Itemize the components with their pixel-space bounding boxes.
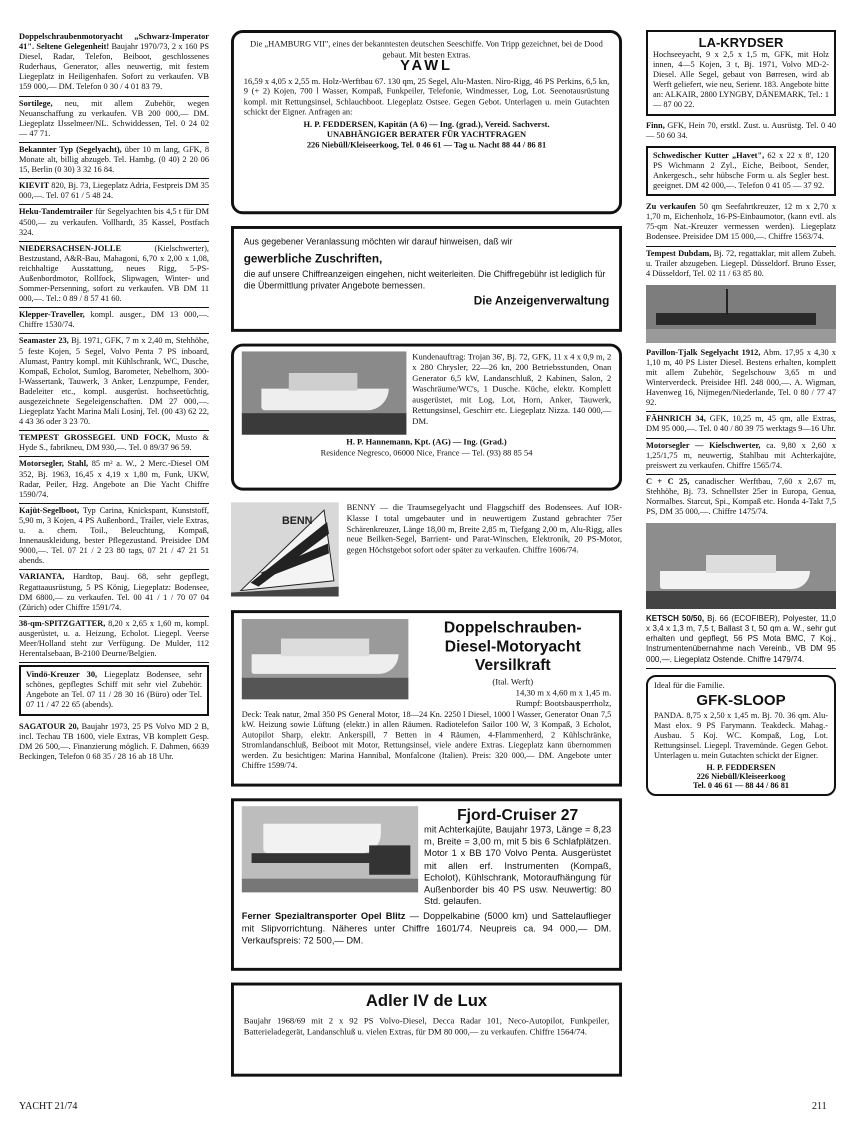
classified-ad xyxy=(19,308,209,334)
classified-ad-body: GFK, Hein 70, erstkl. Zust. u. Ausrüstg. Tel. 0 40 — 50 60 34. xyxy=(646,120,836,140)
hamburg-body: 16,59 x 4,05 x 2,55 m. Holz-Werftbau 67. 130 qm, 25 Segel, Alu-Masten. Niro-Rigg, 46 PS Perkins, 6,5 kn, 9 (+ 2) Kojen, 700 l Wasser, Kompaß, Funkpeiler, Telefonie, Windmesser, Log, Lot. Seenotausrüstung kompl. mit Rettungsinsel, Schlauchboot. Liegeplatz Ostsee. Gegen Gebot. Unterlagen u. mein Gutachten schickt der Eigner. Anfragen an: xyxy=(243,75,610,117)
classified-ad xyxy=(646,439,836,475)
notice-signature: Die Anzeigenverwaltung xyxy=(473,293,610,308)
pavillon-ad xyxy=(646,346,836,413)
havet-body: 62 x 22 x 8', 120 PS Wichmann 2 Zyl., Eiche, Beiboot, Sender, Ankergesch., sehr hübsche Form u. als Segler best. geeignet. DM 42 000,—. Telefon 0 41 05 — 37 92. xyxy=(653,150,829,191)
classified-ad xyxy=(646,412,836,438)
right-column xyxy=(646,30,836,796)
hamburg-yawl-ad xyxy=(231,30,622,214)
classified-ad-body: Liegeplatz Bodensee, sehr schönes, gepflegtes Schiff mit sehr viel Zubehör. Angebote an Tel. 07 11 / 28 30 16 (Büro) oder Tel. 07 11 / 47 22 65 (abends). xyxy=(26,670,202,710)
classified-ad-heading: Sortilege, xyxy=(19,98,53,108)
classified-ad-heading: C + C 25, xyxy=(646,476,690,486)
classified-ad xyxy=(19,97,209,143)
versilkraft-body: Deck: Teak natur, 2mal 350 PS General Motor, 18—24 Kn. 2250 l Diesel, 1000 l Wasser, Generator Onan 7,5 kW. Heizung sowie Lüftung (elektr.) in allen Räumen. Radiotelefon Sailor 100 W, 3 Kompaß, 3 Echolot, Autopilot Sharp, elektr. Ankerspill, 7 Betten in 4 Räumen, 4-Flammenherd, 2 Kühlschränke, Stromlandanschluß, Beiboot mit Motor, Rettungsinsel, viele andere Extras. Liegeplatz kann übernommen werden. Zu besichtigen: Marina Hannibal, Monfalcone (Italien). Preis: 320 000,— DM. Angebote unter Chiffre 1599/74. xyxy=(241,709,612,770)
versilkraft-subtitle: (Ital. Werft) xyxy=(492,676,534,687)
ketsch-ad xyxy=(646,612,836,668)
fjord-extra-heading: Ferner Spezialtransporter Opel Blitz xyxy=(241,911,406,923)
classified-ad-heading: Vindö-Kreuzer 30, xyxy=(26,670,98,680)
classified-ad-heading: Tempest Dubdam, xyxy=(646,248,712,258)
classified-ad xyxy=(646,119,836,144)
notice-intro: Aus gegebener Veranlassung möchten wir darauf hinweisen, daß wir xyxy=(243,236,513,247)
classified-ad-body: Musto & Hyde S., fabrikneu, DM 930,—. Tel. 0 89/37 96 59. xyxy=(19,433,210,453)
classified-ad-body: Hardtop, Bauj. 68, sehr gepflegt, Regattaausrüstung, 5 PS König, Liegeplatz: Bodensee, DM 6800,— zu verkaufen. Tel. 00 41 / 1 / 70 07 04 (Zürich) oder Chiffre 1591/74. xyxy=(19,572,210,612)
classified-ad xyxy=(19,720,209,765)
page-number: 211 xyxy=(812,1101,827,1112)
ketsch-heading: KETSCH 50/50, xyxy=(646,614,705,624)
classified-ad xyxy=(646,247,836,282)
classified-ad-body: Typ Carina, Knickspant, Kunststoff, 5,90 m, 3 Kojen, 4 PS Außenbord., Trailer, viele Extras, u. a. chem. Toil., Beleuchtung, Kompaß, Innenauskleidung, bester Pflegezustand. Preisidee DM 9000,—. Tel. 07 21 / 2 23 80 tags, 07 21 / 47 21 51 abends. xyxy=(19,505,210,566)
benny-sail-photo xyxy=(231,502,339,596)
classified-ad-heading: Finn, xyxy=(646,120,665,130)
classified-ad xyxy=(646,200,836,246)
classified-ad xyxy=(19,431,209,457)
adler-body: Baujahr 1968/69 mit 2 x 92 PS Volvo-Diesel, Decca Radar 101, Neco-Autopilot, Funkpeiler, Batterieladegerät, Landanschluß u. vielen Extras, für DM 80 000,— zu verkaufen. Chiffre 1564/74. xyxy=(243,1015,610,1037)
classified-ad-body: Baujahr 1973, 25 PS Volvo MD 2 B, incl. Techau TB 1600, viele Extras, VB komplett Gesp. DM 26 500,—. Finanzierung möglich. F. Dahmen, 6639 Beckingen, Telefon 0 68 35 / 28 16 ab 18 Uhr. xyxy=(19,721,209,761)
havet-ad xyxy=(646,146,836,196)
notice-box xyxy=(231,226,622,332)
classified-ad-body: für Segelyachten bis 4,5 t für DM 4500,— zu verkaufen. Vollhardt, 35 Kassel, Postfach 324. xyxy=(19,207,209,237)
benny-body: BENNY — die Traumsegelyacht und Flaggschiff des Bodensees. Auf IOR-Klasse I total umgebauter und in neuwertigem Zustand gebrachter 75er Schärenkreuzer, Länge 18,00 m, Breite 2,85 m, Tiefgang 2,00 m, Alu-Rigg, alles neue Beilken-Segel, Barrient- und Parat-Winschen, Elektronik, 20 PS-Motor, gegen Höchstgebot sofort oder später zu verkaufen. Chiffre 1606/74. xyxy=(346,502,623,555)
benny-sail-illustration xyxy=(231,502,339,596)
havet-heading: Schwedischer Kutter „Havet", xyxy=(653,150,765,160)
fjord-title: Fjord-Cruiser 27 xyxy=(457,807,579,824)
versilkraft-boat-photo xyxy=(242,619,409,699)
classified-ad-body: canadischer Werftbau, 7,60 x 2,67 m, Stehhöhe, Bj. 73. Schnellster 25er in Europa, Genua, Normalbes. Starcut, Spi., Kompaß etc. Honda 4-Takt 7,5 PS, DM 35 000,—. Chiffre 1475/74. xyxy=(646,476,836,517)
ketsch-body: Bj. 66 (ECOFIBER), Polyester, 11,0 x 3,4 x 1,3 m, 7,5 t, Ballast 3 t, 50 qm a. W., sehr gut erhalten und gepflegt, 56 PS Mota BMC, 7 Koj., Instrumentenübernahme nach Vereinb., VB DM 95 000,—. Liegeplatz Ostende. Chiffre 1479/74. xyxy=(646,614,836,664)
classified-ad-body: über 10 m lang, GFK, 8 Monate alt, billig abzugeb. Tel. Hambg. (0 40) 2 20 06 15, Berlin (0 30) 3 32 16 84. xyxy=(19,144,209,175)
trojan-contact-name: H. P. Hannemann, Kpt. (AG) — Ing. (Grad.) xyxy=(346,436,507,447)
classified-ad-heading: Bekannter Typ (Segelyacht), xyxy=(19,144,122,154)
classified-ad-heading: NIEDERSACHSEN-JOLLE xyxy=(19,243,122,253)
gfk-title: GFK-SLOOP xyxy=(696,691,786,709)
classified-ad xyxy=(19,457,209,503)
trojan-body: Kundenauftrag: Trojan 36', Bj. 72, GFK, 11 x 4 x 0,9 m, 2 x 280 Chrysler, 22—26 kn, 200 Betriebsstunden, Onan Generator 6,5 kW, Landanschluß, 2 Kabinen, Salon, 2 Waschräume/WC's, 1 Dusche. Küche, elektr. Komplett ausgerüstet, mit Log, Lot, Horn, Anker, Tauwerk, Rettungsinsel, Geschirr etc. Liegeplatz Nizza. 140 000,— DM. xyxy=(412,351,612,426)
fjord-extra-body: — Doppelkabine (5000 km) und Sattelauflieger mit Slipvorrichtung. Näheres unter Chiffre 1601/74. Neupreis ca. 94 000,— DM. Verkaufspreis: 72 500,— DM. xyxy=(241,911,612,947)
classified-ad-heading: SAGATOUR 20, xyxy=(19,721,79,731)
lakrydser-title: LA-KRYDSER xyxy=(698,35,784,50)
pavillon-heading: Pavillon-Tjalk Segelyacht 1912, xyxy=(646,347,761,357)
classified-ad-heading: 38-qm-SPITZGATTER, xyxy=(19,618,106,628)
gfk-contact-address: 226 Niebüll/Kleiseerkoog xyxy=(696,772,786,782)
pavillon-body: Abm. 17,95 x 4,30 x 1,10 m, 40 PS Lister Diesel. Bestens erhalten, komplett mit allem Zubehör, Segelschouw 3,65 m und Winterverdeck. Preisidee Hfl. 248 000,—. A. Wigman, Havenweg 16, Nijmegen/Niederlande, Tel. 0 80 / 77 47 92. xyxy=(646,347,836,408)
classified-ad-body: GFK, 10,25 m, 45 qm, alle Extras, DM 95 000,—. Tel. 0 40 / 80 39 75 werktags 9—16 Uhr. xyxy=(646,414,836,434)
classified-ad-heading: TEMPEST GROSSEGEL UND FOCK, xyxy=(19,433,171,443)
classified-ad-body: 50 qm Seefahrtkreuzer, 12 m x 2,70 x 1,70 m, Eichenholz, 16-PS-Einbaumotor, (kann evtl. als 75-qm Nat.-Kreuzer vermessen werden). Liegeplatz Bodensee. Preisidee DM 15 000,—. Chiffre 1563/74. xyxy=(646,202,836,242)
fjord-body-main: mit Achterkajüte, Baujahr 1973, Länge = 8,23 m, Breite = 3,00 m, mit 5 bis 6 Schlafplätzen. Motor 1 x BB 170 Volvo Penta. Ausgerüstet mit allen erf. Instrumenten (Kompaß, Echolot), Kühlschrank, Motoraufhängung für Außenborder bis 40 PS usw. Neuwertig: 80 Std. gelaufen. xyxy=(424,824,612,908)
classified-ad-body: ca. 9,80 x 2,60 x 1,25/1,75 m, neuwertig, Stahlbau mit Achterkajüte, preiswert zu verkaufen. Chiffre 1565/74. xyxy=(646,440,836,470)
trojan-boat-photo xyxy=(242,351,407,434)
classified-ad-heading: Doppelschraubenmotoryacht „Schwarz-Imperator 41". Seltene Gelegenheit! xyxy=(19,32,209,52)
benny-ad xyxy=(231,502,622,596)
fjord-cruiser-ad xyxy=(231,798,622,970)
notice-body: die auf unsere Chiffreanzeigen eingehen, nicht weiterleiten. Die Chiffregebühr ist lediglich für die Übermittlung privater Angebote bemessen. xyxy=(243,269,606,291)
gfk-sloop-ad xyxy=(646,675,836,796)
hamburg-contact-name: H. P. FEDDERSEN, Kapitän (A 6) — Ing. (grad.), Vereid. Sachverst. xyxy=(303,118,550,129)
classified-ad-body: Baujahr 1970/73, 2 x 160 PS Diesel, Radar, Telefon, Beiboot, geschlossenes Ruderhaus, Generator, alles neuwertig, mit festem Liegeplatz in Heiligenhafen. Sofort zu verkaufen. VB 159 000,— DM. Telefon 0 30 / 4 01 83 79. xyxy=(19,42,209,92)
adler-title: Adler IV de Lux xyxy=(365,991,488,1010)
magazine-issue: YACHT 21/74 xyxy=(19,1101,78,1112)
hamburg-contact-role: UNABHÄNGIGER BERATER FÜR YACHTFRAGEN xyxy=(326,128,527,139)
adler-ad xyxy=(231,983,622,1077)
classified-ad-heading: VARIANTA, xyxy=(19,572,65,582)
notice-headline: gewerbliche Zuschriften, xyxy=(243,251,383,266)
benny-sail-text: BENN xyxy=(281,514,313,527)
classified-ad xyxy=(19,570,209,616)
classified-ad-body: kompl. ausger., DM 13 000,—. Chiffre 1530/74. xyxy=(19,310,210,330)
classified-ad-heading: Seamaster 23, xyxy=(19,336,69,346)
classified-ad xyxy=(19,334,209,431)
ketsch-photo xyxy=(646,523,836,609)
middle-column xyxy=(231,30,622,1088)
classified-ad-body: neu, mit allem Zubehör, wegen Neuanschaffung zu verkaufen. VB 200 000,— DM. Liegeplatz IJsselmeer/NL. Schwiddessen, Tel. 0 24 02 — 47 71. xyxy=(19,98,209,138)
gfk-contact-phone: Tel. 0 46 61 — 88 44 / 86 81 xyxy=(692,781,790,791)
lakrydser-ad xyxy=(646,30,836,116)
classified-ad xyxy=(19,179,209,205)
lakrydser-body: Hochseeyacht, 9 x 2,5 x 1,5 m, GFK, mit Holz innen, 4—5 Kojen, 3 t, Bj. 1971, Volvo MD-2-Diesel. Alle Segel, gebaut von Børresen, wird ab Werft geliefert, wie neu, Serienr. 183. Angebote bitte an: ALKAIR, 2800 LYNGBY, DÄNEMARK, Tel.: 1 — 87 00 22. xyxy=(653,50,829,110)
hamburg-contact-address: 226 Niebüll/Kleiseerkoog, Tel. 0 46 61 — Tag u. Nacht 88 44 / 86 81 xyxy=(306,139,547,150)
trojan-ad xyxy=(231,344,622,491)
fjord-truck-photo xyxy=(242,806,418,892)
gfk-body: PANDA. 8,75 x 2,50 x 1,45 m. Bj. 70. 36 qm. Alu-Mast elox. 9 PS Farymann. Teakdeck. Mahag.-Ausbau. 5 Koj. WC. Kompaß, Log, Lot. Rettungsinsel. Liegepl. Travemünde. Gegen Gebot. Unterlagen u. mein Gutachten schickt der Eigner. xyxy=(654,710,828,761)
classified-ad-heading: KIEVIT xyxy=(19,181,50,191)
classified-ad xyxy=(19,504,209,571)
classified-ad-heading: Heku-Tandemtrailer xyxy=(19,207,93,217)
versilkraft-hull: Rumpf: Bootsbausperrholz, xyxy=(515,698,612,709)
classified-ad-heading: Klepper-Traveller, xyxy=(19,310,85,320)
classified-ad-body: 8,20 x 2,65 x 1,60 m, kompl. ausgerüstet, u. a. Heizung, Echolot. Liegepl. Veerse Meer/Holland steht zur Verfügung. De Mulder, 112 Herentalsebaan, B-2100 Deurne/Belgien. xyxy=(19,618,209,659)
gfk-contact-name: H. P. FEDDERSEN xyxy=(706,763,776,773)
versilkraft-title: Doppelschrauben- Diesel-Motoryacht Versilkraft xyxy=(443,619,582,674)
classified-ad xyxy=(19,30,209,97)
hamburg-intro: Die „HAMBURG VII", eines der bekanntesten deutschen Seeschiffe. Von Tripp gezeichnet, bei de Dood gebaut. Mit besten Extras. xyxy=(250,38,603,59)
classified-ad-body: 820, Bj. 73, Liegeplatz Adria, Festpreis DM 35 000,—. Tel. 07 61 / 5 48 24. xyxy=(19,181,209,201)
classified-ad-heading: FÄHNRICH 34, xyxy=(646,414,706,424)
classified-ad-heading: Kajüt-Segelboot, xyxy=(19,505,80,515)
hamburg-title: YAWL xyxy=(400,57,453,75)
classified-ad-body: Bj. 1971, GFK, 7 m x 2,40 m, Stehhöhe, 5 feste Kojen, 5 Segel, Volvo Penta 7 PS inboard, Alumast, Pantry kompl. mit Kühlschrank, WC, Dusche, Kompaß, Echolot, Sumlog, Barometer, Nebelhorn, 300-l-Wassertank, Tauwerk, 3 Anker, Lenzpumpe, Fender, Badeleiter etc., kompl. ausgerüst. hochseetüchtig, ausgezeichnete Segeleigenschaften. DM 27 000,—. Liegeplatz Yacht Marina Mali Losinj, Tel. (00 43) 62 22, 4 43 36 oder 3 23 70. xyxy=(19,336,210,427)
classified-ad-body: Bj. 72, regattaklar, mit allem Zubeh. u. Trailer abzugeben. Liegepl. Düsseldorf. Bruno Esser, 4 Düsseldorf, Tel. 02 11 / 63 85 80. xyxy=(646,248,836,278)
classified-ad xyxy=(646,475,836,520)
classified-ad-heading: Zu verkaufen xyxy=(646,202,696,212)
left-classifieds-column xyxy=(19,30,209,765)
classified-ad-heading: Motorsegler, Stahl, xyxy=(19,459,89,469)
versilkraft-ad xyxy=(231,610,622,786)
pavillon-tjalk-photo xyxy=(646,285,836,343)
classified-ad xyxy=(19,617,209,663)
classified-ad-heading: Motorsegler — Kielschwerter, xyxy=(646,440,761,450)
trojan-contact-address: Residence Negresco, 06000 Nice, France — Tel. (93) 88 85 54 xyxy=(320,446,533,457)
classified-ad xyxy=(19,665,209,715)
versilkraft-dimensions: 14,30 m x 4,60 m x 1,45 m. xyxy=(515,687,612,698)
classified-ad-body: (Kielschwerter), Bestzustand, A&R-Bau, Mahagoni, 6,70 x 2,00 x 1,08, reichhaltige Ausstattung, neues Rigg, 5-PS-Außenbordmotor, Rollfock, Slipwagen, Winter- und Sommer-Persenning, sofort zu verkaufen. VB DM 11 000,—. Tel.: 0 89 / 8 57 41 60. xyxy=(19,243,209,304)
classified-ad xyxy=(19,205,209,241)
classified-ad xyxy=(19,242,209,309)
gfk-intro: Ideal für die Familie. xyxy=(654,680,725,690)
classified-ad xyxy=(19,143,209,179)
classified-ad-body: 85 m² a. W., 2 Merc.-Diesel OM 352, Bj. 1963, 16,45 x 4,19 x 1,80 m, Funk, UKW, Radar, Peiler, Hzg. Angebote an Die Yacht Chiffre 1590/74. xyxy=(19,459,209,499)
